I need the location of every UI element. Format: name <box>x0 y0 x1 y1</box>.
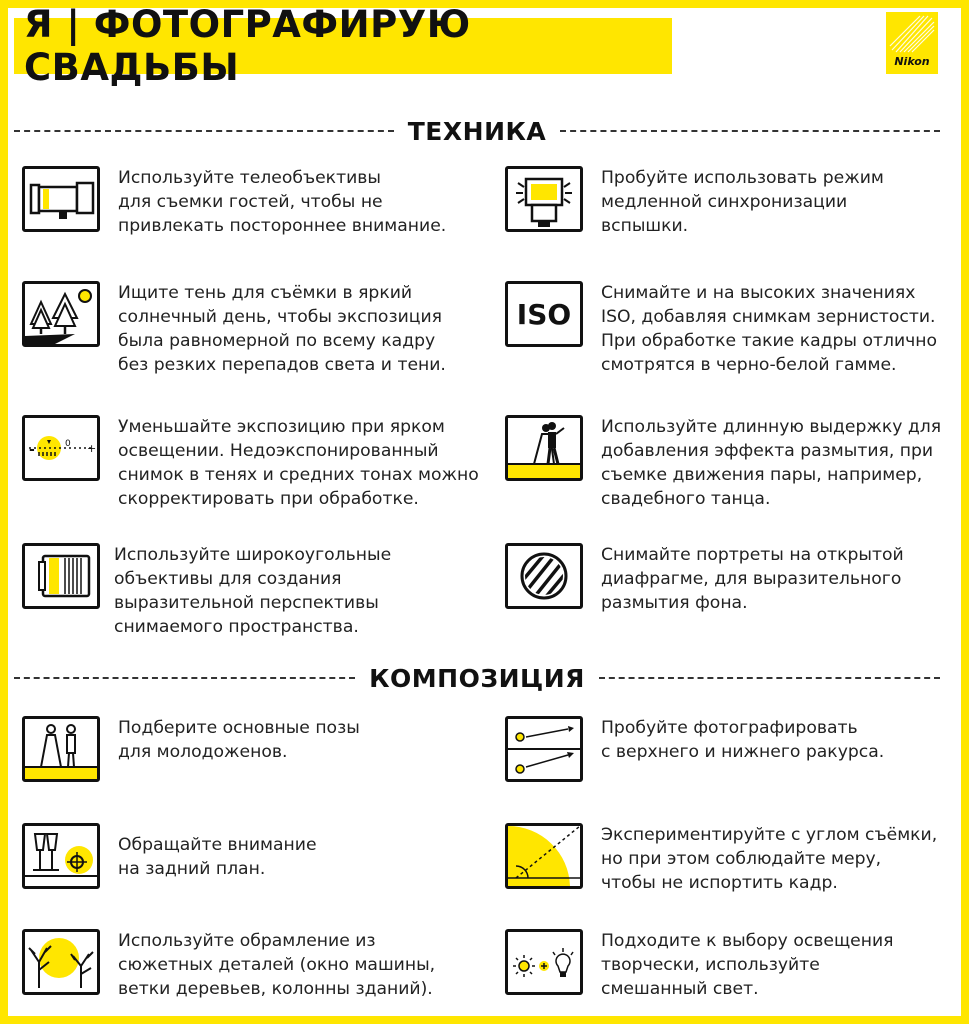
newlyweds-icon <box>22 716 100 782</box>
tip-flash-text: Пробуйте использовать режим медленной синхронизации вспышки. <box>601 168 884 236</box>
dancing-couple-icon <box>505 415 583 481</box>
background-target-icon <box>22 823 100 889</box>
exposure-scale-icon <box>22 415 100 481</box>
svg-text:-: - <box>29 442 35 458</box>
page-title-text: Я | ФОТОГРАФИРУЮ СВАДЬБЫ <box>24 3 471 89</box>
svg-text:0: 0 <box>65 439 71 449</box>
high-low-angle-icon <box>505 716 583 782</box>
iso-icon <box>505 281 583 347</box>
section-composition-header <box>14 663 940 693</box>
tip-telephoto-text: Используйте телеобъективы для съемки гостей, чтобы не привлекать постороннее внимание. <box>118 168 447 236</box>
tip-exposure-text: Уменьшайте экспозицию при ярком освещении. Недоэкспонированный снимок в тенях и средних тонах можно скорректировать при обработке. <box>118 417 479 509</box>
tip-framing-text: Используйте обрамление из сюжетных деталей (окно машины, ветки деревьев, колонны зданий). <box>118 931 436 999</box>
tip-angles-text: Пробуйте фотографировать с верхнего и нижнего ракурса. <box>601 718 885 762</box>
slow-sync-flash-icon <box>505 166 583 232</box>
iso-label: ISO <box>516 297 572 331</box>
tip-iso-text: Снимайте и на высоких значениях ISO, добавляя снимкам зернистости. При обработке такие кадры отлично смотрятся в черно-белой гамме. <box>601 283 938 375</box>
logo-text: Nikon <box>894 55 930 68</box>
tilted-angle-icon <box>505 823 583 889</box>
mixed-light-icon <box>505 929 583 995</box>
section-technique-header <box>14 116 940 146</box>
tip-shade-text: Ищите тень для съёмки в яркий солнечный день, чтобы экспозиция была равномерной по всему кадру без резких перепадов света и тени. <box>118 283 446 375</box>
tip-aperture-text: Снимайте портреты на открытой диафрагме, для выразительного размытия фона. <box>601 545 904 613</box>
nikon-logo <box>886 12 938 74</box>
telephoto-lens-icon <box>22 166 100 232</box>
wide-angle-lens-icon <box>22 543 100 609</box>
tip-tilt-text: Экспериментируйте с углом съёмки, но при этом соблюдайте меру, чтобы не испортить кадр. <box>601 825 938 893</box>
svg-text:+: + <box>87 442 97 455</box>
tip-poses-text: Подберите основные позы для молодоженов. <box>118 718 360 762</box>
tip-shutter-text: Используйте длинную выдержку для добавления эффекта размытия, при съемке движения пары, например, свадебного танца. <box>601 417 942 509</box>
tree-branches-frame-icon <box>22 929 100 995</box>
aperture-icon <box>505 543 583 609</box>
tip-wide-angle-text: Используйте широкоугольные объективы для создания выразительной перспективы снимаемого пространства. <box>114 545 392 637</box>
page-title <box>14 3 672 89</box>
shade-trees-icon <box>22 281 100 347</box>
section-composition-title: КОМПОЗИЦИЯ <box>369 663 585 693</box>
section-technique-title: ТЕХНИКА <box>407 116 547 146</box>
tip-light-text: Подходите к выбору освещения творчески, используйте смешанный свет. <box>601 931 894 999</box>
tip-background-text: Обращайте внимание на задний план. <box>118 835 317 879</box>
